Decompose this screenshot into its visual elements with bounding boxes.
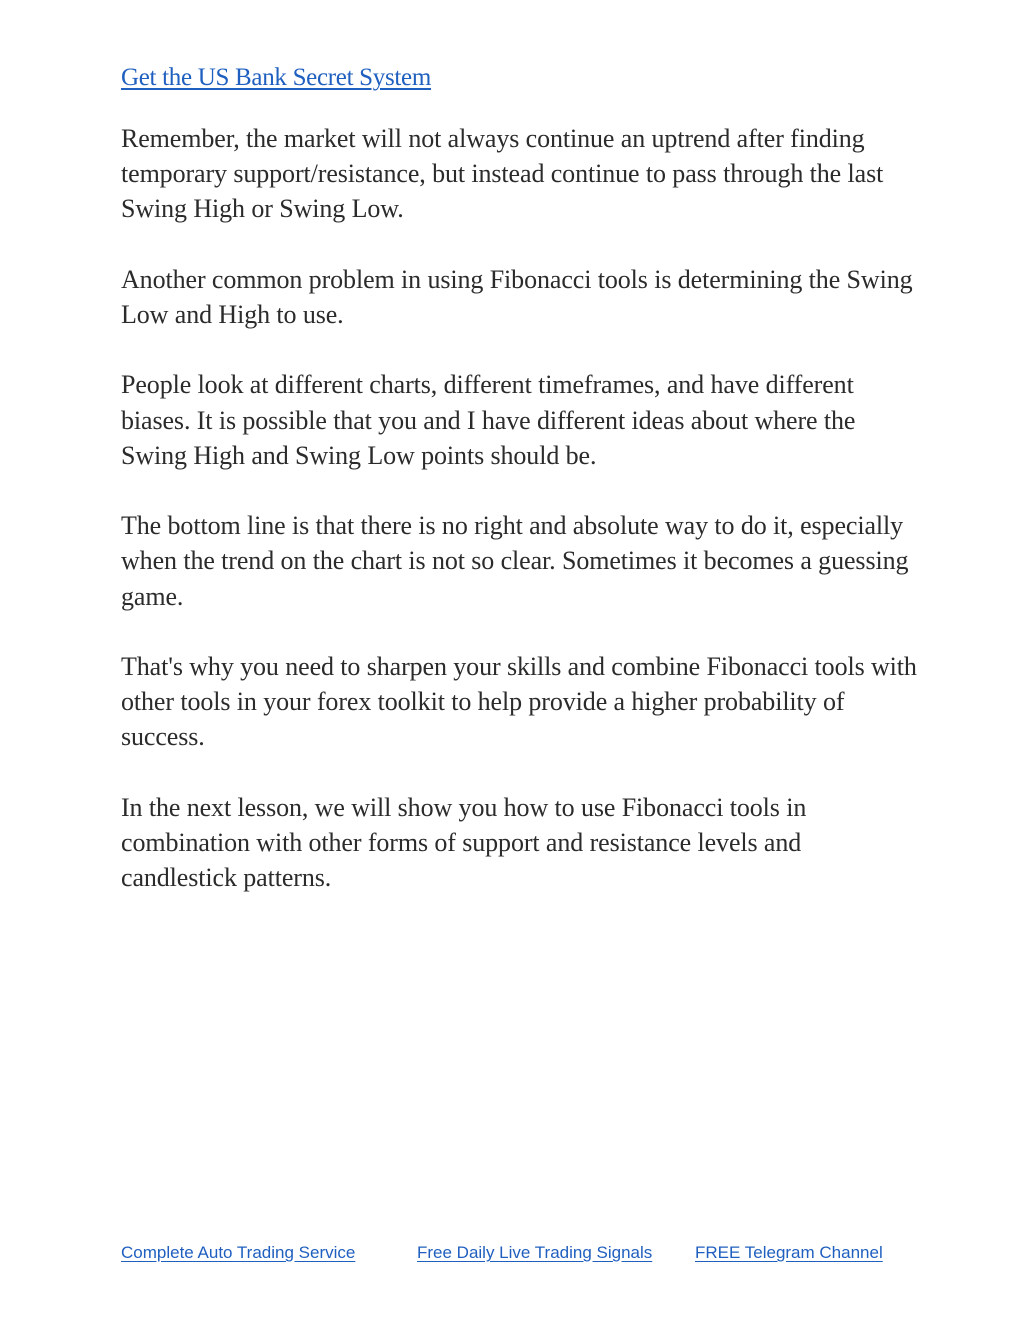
article-body — [121, 121, 921, 931]
paragraph-different-biases: People look at different charts, different timeframes, and have different biases. It is possible that you and I have different ideas about where the Swing High and Swing Low points should be. — [121, 370, 856, 470]
auto-trading-service-link[interactable]: Complete Auto Trading Service — [121, 1243, 356, 1262]
us-bank-secret-system-link[interactable]: Get the US Bank Secret System — [121, 64, 432, 91]
paragraph-combine-tools: That's why you need to sharpen your skills and combine Fibonacci tools with other tools in your forex toolkit to help provide a higher probability of success. — [121, 651, 917, 752]
telegram-channel-link[interactable]: FREE Telegram Channel — [695, 1243, 883, 1262]
paragraph-no-absolute-way: The bottom line is that there is no right and absolute way to do it, especially when the trend on the chart is not so clear. Sometimes it becomes a guessing game. — [121, 511, 909, 611]
paragraph-next-lesson: In the next lesson, we will show you how to use Fibonacci tools in combination with other forms of support and resistance levels and candlestick patterns. — [121, 792, 807, 893]
live-trading-signals-link[interactable]: Free Daily Live Trading Signals — [417, 1243, 653, 1262]
paragraph-swing-continuation: Remember, the market will not always continue an uptrend after finding temporary support/resistance, but instead continue to pass through the last Swing High or Swing Low. — [121, 124, 884, 224]
paragraph-swing-selection-problem: Another common problem in using Fibonacci tools is determining the Swing Low and High to use. — [121, 264, 913, 329]
footer-links — [121, 1239, 921, 1267]
